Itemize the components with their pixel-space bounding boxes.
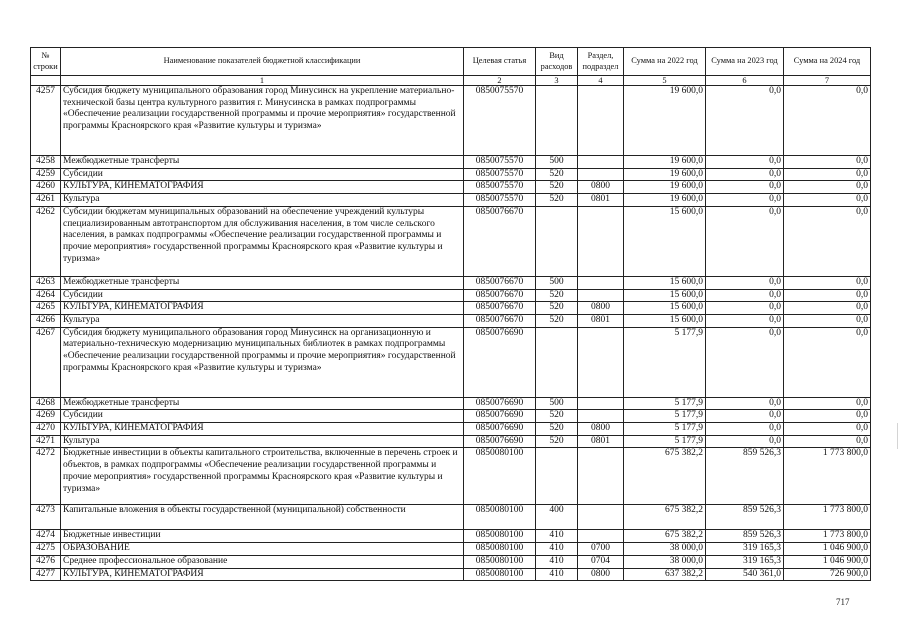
row-sum-2024: 0,0 [784,276,871,289]
row-sum-2024: 1 046 900,0 [784,543,871,556]
column-number: 2 [464,76,536,86]
row-expense-type: 410 [536,555,578,568]
row-section: 0801 [578,194,624,207]
row-target-code: 0850076690 [464,397,536,410]
row-name: ОБРАЗОВАНИЕ [61,543,464,556]
row-expense-type [536,206,578,276]
row-section [578,168,624,181]
row-section [578,327,624,397]
row-number: 4261 [31,194,61,207]
table-row [31,156,871,169]
row-expense-type: 520 [536,302,578,315]
row-sum-2023: 319 165,3 [706,555,784,568]
row-expense-type: 520 [536,194,578,207]
table-row [31,314,871,327]
row-number: 4258 [31,156,61,169]
header-sum-2024: Сумма на 2024 год [784,48,871,76]
row-sum-2024: 0,0 [784,156,871,169]
table-row [31,276,871,289]
row-target-code: 0850080100 [464,543,536,556]
row-sum-2023: 859 526,3 [706,448,784,505]
row-sum-2024: 0,0 [784,423,871,436]
row-name: Культура [61,194,464,207]
row-sum-2022: 19 600,0 [624,194,706,207]
table-row [31,86,871,156]
row-section [578,156,624,169]
row-section [578,530,624,543]
table-row [31,289,871,302]
row-section [578,448,624,505]
row-number: 4264 [31,289,61,302]
row-expense-type: 410 [536,568,578,581]
row-section: 0800 [578,302,624,315]
row-sum-2023: 0,0 [706,435,784,448]
row-name: Среднее профессиональное образование [61,555,464,568]
row-number: 4259 [31,168,61,181]
row-target-code: 0850080100 [464,505,536,530]
row-sum-2024: 0,0 [784,181,871,194]
row-sum-2022: 5 177,9 [624,397,706,410]
row-expense-type: 500 [536,276,578,289]
row-sum-2023: 0,0 [706,168,784,181]
row-target-code: 0850076690 [464,327,536,397]
row-sum-2024: 0,0 [784,314,871,327]
row-sum-2022: 19 600,0 [624,86,706,156]
row-number: 4265 [31,302,61,315]
row-sum-2023: 859 526,3 [706,530,784,543]
table-row [31,327,871,397]
table-row [31,194,871,207]
row-name: КУЛЬТУРА, КИНЕМАТОГРАФИЯ [61,181,464,194]
row-sum-2023: 0,0 [706,423,784,436]
row-number: 4263 [31,276,61,289]
row-target-code: 0850075570 [464,181,536,194]
row-target-code: 0850076690 [464,423,536,436]
row-sum-2024: 0,0 [784,206,871,276]
row-target-code: 0850076670 [464,314,536,327]
column-number: 5 [624,76,706,86]
row-name: КУЛЬТУРА, КИНЕМАТОГРАФИЯ [61,302,464,315]
budget-table [30,47,871,581]
row-sum-2022: 15 600,0 [624,314,706,327]
row-sum-2022: 5 177,9 [624,423,706,436]
row-number: 4277 [31,568,61,581]
row-number: 4260 [31,181,61,194]
row-expense-type: 500 [536,397,578,410]
row-name: Капитальные вложения в объекты государственной (муниципальной) собственности [61,505,464,530]
table-row [31,505,871,530]
row-sum-2022: 637 382,2 [624,568,706,581]
table-row [31,397,871,410]
column-number [31,76,61,86]
row-sum-2022: 675 382,2 [624,505,706,530]
row-section [578,206,624,276]
row-number: 4262 [31,206,61,276]
row-section [578,410,624,423]
row-name: КУЛЬТУРА, КИНЕМАТОГРАФИЯ [61,568,464,581]
row-sum-2024: 1 773 800,0 [784,530,871,543]
row-sum-2022: 38 000,0 [624,555,706,568]
row-sum-2023: 0,0 [706,410,784,423]
row-target-code: 0850075570 [464,156,536,169]
row-expense-type [536,448,578,505]
page-number: 717 [836,597,850,607]
row-section: 0700 [578,543,624,556]
row-section [578,289,624,302]
row-section: 0800 [578,568,624,581]
row-sum-2022: 5 177,9 [624,327,706,397]
row-name: Субсидия бюджету муниципального образования город Минусинск на организационную и материально-техническую модернизацию муниципальных библиотек в рамках подпрограммы «Обеспечение реализации государственной программы и прочие мероприятия» государственной программы Красноярского края «Развитие культуры и туризма» [61,327,464,397]
row-name: Бюджетные инвестиции в объекты капитального строительства, включенные в перечень строек и объектов, в рамках подпрограммы «Обеспечение реализации государственной программы и прочие мероприятия» государственной программы Красноярского края «Развитие культуры и туризма» [61,448,464,505]
column-number: 7 [784,76,871,86]
row-name: Субсидия бюджету муниципального образования город Минусинск на укрепление материально-технической базы центра культурного развития г. Минусинска в рамках подпрограммы «Обеспечение реализации государственной программы и прочие мероприятия» государственной программы Красноярского края «Развитие культуры и туризма» [61,86,464,156]
row-sum-2023: 0,0 [706,397,784,410]
row-sum-2023: 0,0 [706,156,784,169]
row-sum-2023: 540 361,0 [706,568,784,581]
row-name: Субсидии [61,289,464,302]
row-sum-2023: 0,0 [706,327,784,397]
row-number: 4273 [31,505,61,530]
row-target-code: 0850080100 [464,448,536,505]
row-name: Межбюджетные трансферты [61,156,464,169]
row-target-code: 0850080100 [464,568,536,581]
row-sum-2022: 675 382,2 [624,448,706,505]
row-sum-2024: 0,0 [784,168,871,181]
table-row [31,181,871,194]
row-number: 4266 [31,314,61,327]
row-section [578,397,624,410]
row-sum-2024: 726 900,0 [784,568,871,581]
row-target-code: 0850076670 [464,289,536,302]
row-section [578,86,624,156]
table-row [31,435,871,448]
row-target-code: 0850076670 [464,276,536,289]
row-sum-2022: 675 382,2 [624,530,706,543]
row-sum-2023: 859 526,3 [706,505,784,530]
table-header-row [31,48,871,76]
row-sum-2024: 0,0 [784,435,871,448]
row-sum-2022: 5 177,9 [624,435,706,448]
row-section: 0704 [578,555,624,568]
row-number: 4274 [31,530,61,543]
row-name: КУЛЬТУРА, КИНЕМАТОГРАФИЯ [61,423,464,436]
header-num: № строки [31,48,61,76]
row-sum-2024: 0,0 [784,194,871,207]
row-sum-2022: 19 600,0 [624,168,706,181]
row-expense-type: 410 [536,543,578,556]
row-target-code: 0850075570 [464,194,536,207]
row-sum-2022: 15 600,0 [624,276,706,289]
row-sum-2024: 1 773 800,0 [784,448,871,505]
row-name: Субсидии бюджетам муниципальных образований на обеспечение учреждений культуры специализированным автотранспортом для обслуживания населения, в том числе сельского населения, в рамках подпрограммы «Обеспечение реализации государственной программы и прочие мероприятия» государственной программы Красноярского края «Развитие культуры и туризма» [61,206,464,276]
column-number: 4 [578,76,624,86]
column-number: 1 [61,76,464,86]
header-sum-2023: Сумма на 2023 год [706,48,784,76]
row-sum-2023: 0,0 [706,181,784,194]
row-target-code: 0850080100 [464,530,536,543]
row-name: Межбюджетные трансферты [61,397,464,410]
row-number: 4275 [31,543,61,556]
row-section: 0800 [578,181,624,194]
row-number: 4267 [31,327,61,397]
row-expense-type: 520 [536,168,578,181]
table-row [31,555,871,568]
table-row [31,448,871,505]
row-sum-2024: 1 046 900,0 [784,555,871,568]
row-name: Культура [61,314,464,327]
row-expense-type [536,327,578,397]
table-row [31,423,871,436]
row-section: 0800 [578,423,624,436]
table-row [31,302,871,315]
header-code: Целевая статья [464,48,536,76]
row-sum-2022: 19 600,0 [624,181,706,194]
row-number: 4272 [31,448,61,505]
table-row [31,543,871,556]
row-sum-2024: 0,0 [784,302,871,315]
row-expense-type: 520 [536,410,578,423]
row-sum-2022: 38 000,0 [624,543,706,556]
column-number-row [31,76,871,86]
row-sum-2024: 0,0 [784,86,871,156]
row-number: 4276 [31,555,61,568]
table-row [31,168,871,181]
row-target-code: 0850075570 [464,86,536,156]
row-number: 4270 [31,423,61,436]
row-expense-type: 520 [536,423,578,436]
row-number: 4271 [31,435,61,448]
header-vid: Вид расходов [536,48,578,76]
column-number: 3 [536,76,578,86]
header-razd: Раздел, подраздел [578,48,624,76]
row-number: 4269 [31,410,61,423]
row-sum-2023: 0,0 [706,302,784,315]
row-name: Субсидии [61,168,464,181]
row-expense-type: 520 [536,314,578,327]
row-target-code: 0850080100 [464,555,536,568]
table-row [31,530,871,543]
document-page [30,47,870,581]
row-sum-2024: 0,0 [784,397,871,410]
row-expense-type [536,86,578,156]
row-target-code: 0850076670 [464,302,536,315]
row-sum-2024: 0,0 [784,327,871,397]
row-sum-2022: 15 600,0 [624,289,706,302]
row-sum-2024: 0,0 [784,410,871,423]
row-sum-2023: 0,0 [706,289,784,302]
scan-artifact [897,423,898,449]
header-sum-2022: Сумма на 2022 год [624,48,706,76]
row-number: 4268 [31,397,61,410]
row-number: 4257 [31,86,61,156]
row-target-code: 0850076690 [464,435,536,448]
row-sum-2022: 5 177,9 [624,410,706,423]
row-target-code: 0850076670 [464,206,536,276]
row-name: Бюджетные инвестиции [61,530,464,543]
row-section [578,505,624,530]
row-section: 0801 [578,314,624,327]
row-name: Культура [61,435,464,448]
row-sum-2022: 15 600,0 [624,302,706,315]
row-expense-type: 400 [536,505,578,530]
row-sum-2024: 0,0 [784,289,871,302]
row-sum-2023: 0,0 [706,206,784,276]
row-name: Субсидии [61,410,464,423]
row-sum-2023: 0,0 [706,194,784,207]
row-sum-2022: 15 600,0 [624,206,706,276]
row-sum-2023: 0,0 [706,314,784,327]
row-sum-2023: 319 165,3 [706,543,784,556]
row-section: 0801 [578,435,624,448]
row-expense-type: 520 [536,435,578,448]
row-expense-type: 410 [536,530,578,543]
row-target-code: 0850076690 [464,410,536,423]
row-expense-type: 520 [536,289,578,302]
row-section [578,276,624,289]
header-name: Наименование показателей бюджетной классификации [61,48,464,76]
table-row [31,568,871,581]
table-row [31,410,871,423]
row-sum-2023: 0,0 [706,276,784,289]
row-expense-type: 520 [536,181,578,194]
row-sum-2022: 19 600,0 [624,156,706,169]
row-sum-2024: 1 773 800,0 [784,505,871,530]
table-row [31,206,871,276]
row-target-code: 0850075570 [464,168,536,181]
row-sum-2023: 0,0 [706,86,784,156]
row-name: Межбюджетные трансферты [61,276,464,289]
row-expense-type: 500 [536,156,578,169]
column-number: 6 [706,76,784,86]
